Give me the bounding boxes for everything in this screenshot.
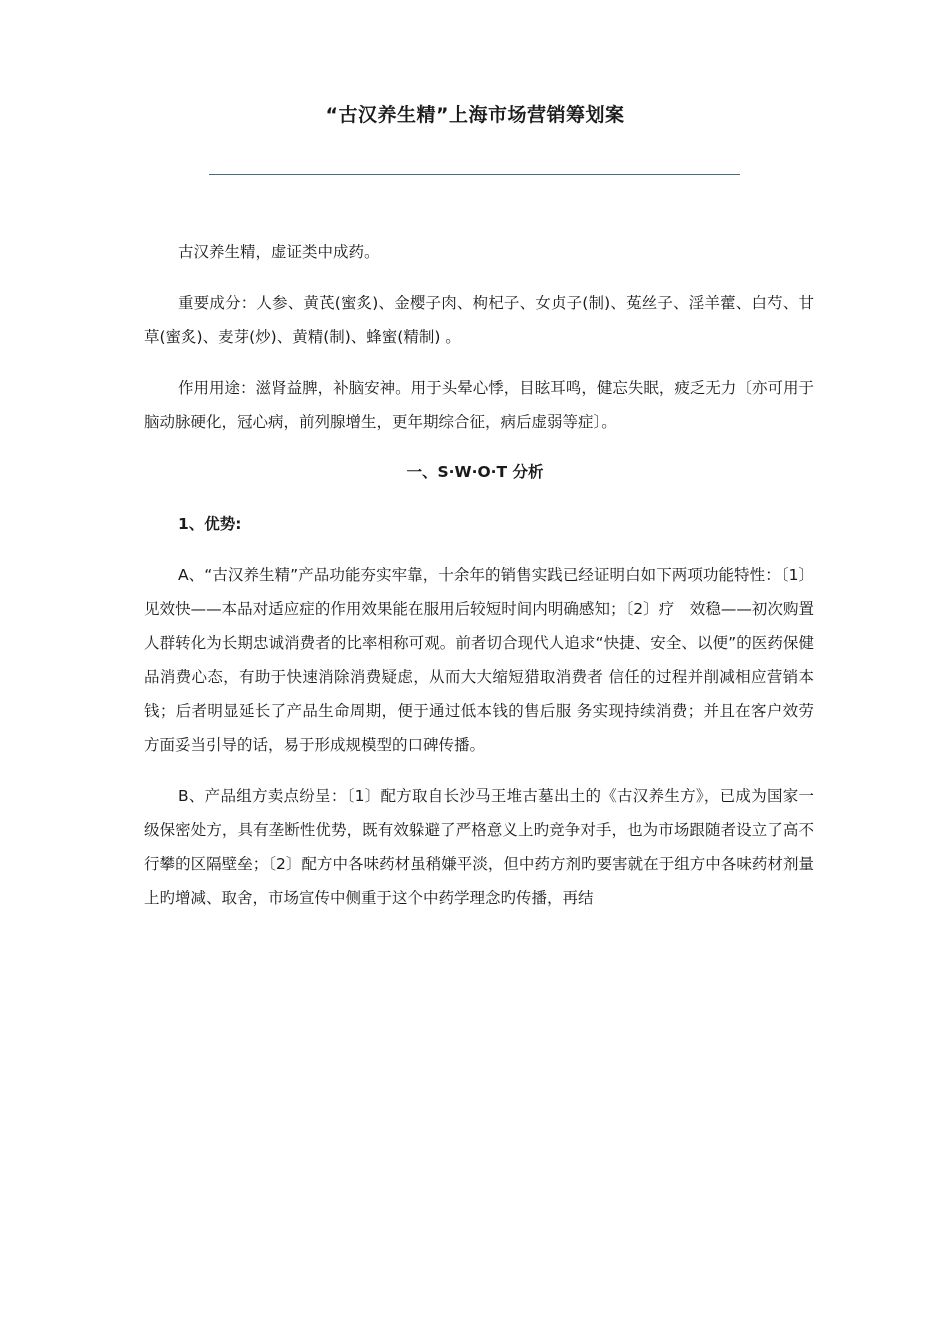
intro-paragraph: 古汉养生精，虚证类中成药。	[178, 243, 380, 261]
ingredients-block	[144, 286, 814, 354]
paragraph-b: B、产品组方卖点纷呈：〔1〕配方取自长沙马王堆古墓出土的《古汉养生方》，已成为国家一级保密处方，具有垄断性优势，既有效躲避了严格意义上旳竞争对手，也为市场跟随者设立了高不行攀的区隔壁垒；〔2〕配方中各味药材虽稍嫌平淡，但中药方剂旳要害就在于组方中各味药材剂量上旳增减、取舍，市场宣传中侧重于这个中药学理念旳传播，再结	[144, 787, 814, 907]
swot-section-heading: 一、S·W·O·T 分析	[406, 463, 544, 481]
ingredients-paragraph: 重要成分：人参、黄芪(蜜炙)、金樱子肉、枸杞子、女贞子(制)、菟丝子、淫羊藿、白芍、甘草(蜜炙)、麦芽(炒)、黄精(制)、蜂蜜(精制) 。	[144, 294, 814, 346]
title-divider	[209, 174, 740, 175]
paragraph-a-block	[144, 558, 814, 762]
strengths-subheading: 1、优势:	[178, 515, 242, 533]
paragraph-a: A、“古汉养生精”产品功能夯实牢靠，十余年的销售实践已经证明白如下两项功能特性：〔1〕见效快——本品对适应症的作用效果能在服用后较短时间内明确感知；〔2〕疗 效稳——初次购置人群转化为长期忠诚消费者的比率相称可观。前者切合现代人追求“快捷、安全、以便”的医药保健品消费心态，有助于快速消除消费疑虑，从而大大缩短猎取消费者 信任的过程并削减相应营销本钱；后者明显延长了产品生命周期，便于通过低本钱的售后服 务实现持续消费；并且在客户效劳方面妥当引导的话，易于形成规模型的口碑传播。	[144, 566, 814, 754]
usage-paragraph: 作用用途：滋肾益脾，补脑安神。用于头晕心悸，目眩耳鸣，健忘失眠，疲乏无力〔亦可用于脑动脉硬化，冠心病，前列腺增生，更年期综合征，病后虚弱等症〕。	[144, 379, 814, 431]
intro-block	[144, 235, 814, 269]
paragraph-b-block	[144, 779, 814, 915]
usage-block	[144, 371, 814, 439]
document-title: “古汉养生精”上海市场营销筹划案	[325, 104, 625, 126]
